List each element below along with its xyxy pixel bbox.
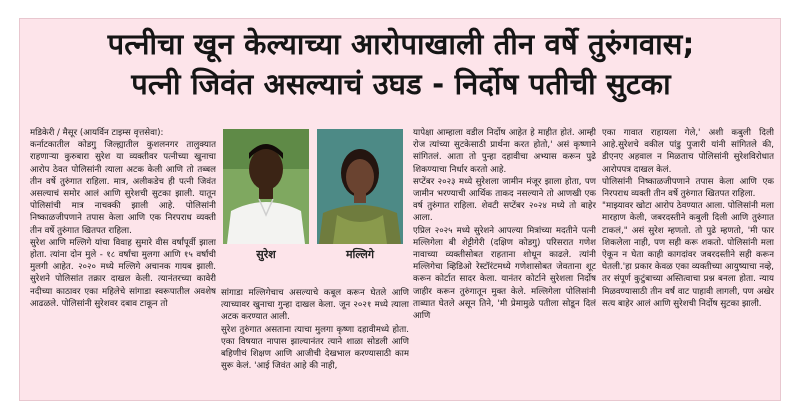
newspaper-clipping <box>19 18 781 401</box>
article-column-3: यापेक्षा आम्हाला वडील निर्दोष आहेत हे माहीत होतं. आम्ही रोज त्यांच्या सुटकेसाठी प्रार्थना करत होतो,' असं कृष्णाने सांगितलं. आता तो पुन्हा दहावीचा अभ्यास करून पुढे शिकण्याचा निर्धार करतो आहे. सप्टेंबर २०२३ मध्ये सुरेशला जामीन मंजूर झाला होता, पण जामीन भरण्याची आर्थिक ताकद नसल्याने तो आणखी एक वर्ष तुरुंगात राहिला. शेवटी सप्टेंबर २०२४ मध्ये तो बाहेर आला. एप्रिल २०२५ मध्ये सुरेशने आपल्या मित्रांच्या मदतीने पत्नी मल्लिगेला बी शेट्टीगेरी (दक्षिण कोडगु) परिसरात गणेश नावाच्या व्यक्तीसोबत राहताना शोधून काढले. त्यांनी मल्लिगेचा व्हिडिओ रेस्टॉरंटमध्ये गणेशासोबत जेवताना शूट करून कोर्टात सादर केला. यानंतर कोर्टाने सुरेशला निर्दोष जाहीर करून तुरुंगातून मुक्त केले. मल्लिगेला पोलिसांनी ताब्यात घेतले असून तिने, 'मी प्रेमामुळे पतीला सोडून दिलं आणि <box>413 128 596 322</box>
article-column-1: मडिकेरी / मैसूर (आयर्विन टाइम्स वृत्तसेवा): कर्नाटकातील कोडगु जिल्ह्यातील कुशलनगर तालुक्यात राहणाऱ्या कुरुबारा सुरेश या व्यक्तीवर पत्नीच्या खुनाचा आरोप ठेवत पोलिसांनी त्याला अटक केली आणि तो तब्बल तीन वर्षे तुरुंगात राहिला. मात्र, अलीकडेच ही पत्नी जिवंत असल्याचं समोर आलं आणि सुरेशची सुटका झाली. यातून पोलिसांची मात्र नाचक्की झाली आहे. पोलिसांनी निष्काळजीपणाने तपास केला आणि एक निरपराध व्यक्ती तीन वर्षे तुरुंगात खितपत राहिला. सुरेश आणि मल्लिगे यांचा विवाह सुमारे वीस वर्षांपूर्वी झाला होता. त्यांना दोन मुले - १८ वर्षांचा मुलगा आणि १५ वर्षांची मुलगी आहेत. २०२० मध्ये मल्लिगे अचानक गायब झाली. सुरेशने पोलिसांत तक्रार दाखल केली. त्यानंतरच्या कावेरी नदीच्या काठावर एका महिलेचे सांगाडा स्वरूपातील अवशेष आढळले. पोलिसांनी सुरेशवर दबाव टाकून तो <box>30 128 216 309</box>
article-column-2: सांगाडा मल्लिगेचाच असल्याचे कबूल करून घेतले आणि त्याच्यावर खुनाचा गुन्हा दाखल केला. जून २०२१ मध्ये त्याला अटक करण्यात आली. सुरेश तुरुंगात असताना त्याचा मुलगा कृष्णा दहावीमध्ये होता. एका विषयात नापास झाल्यानंतर त्याने शाळा सोडली आणि बहिणीचं शिक्षण आणि आजीची देखभाल करण्यासाठी काम सुरू केलं. 'आई जिवंत आहे की नाही, <box>221 288 409 372</box>
photo-caption-suresh: सुरेश <box>256 248 276 261</box>
photo-suresh <box>223 129 309 244</box>
headline-line-2: पत्नी जिवंत असल्याचं उघड - निर्दोष पतीची सुटका <box>131 67 671 101</box>
article-column-4: एका गावात राहायला गेले,' अशी कबुली दिली आहे.सुरेशचे वकील पांडु पुजारी यांनी सांगितले की, डीएनए अहवाल न मिळताच पोलिसांनी सुरेशविरोधात आरोपपत्र दाखल केलं. पोलिसांनी निष्काळजीपणाने तपास केला आणि एक निरपराध व्यक्ती तीन वर्षे तुरुंगात खितपत राहिला. "माझ्यावर खोटा आरोप ठेवण्यात आला. पोलिसांनी मला मारहाण केली, जबरदस्तीने कबुली दिली आणि तुरुंगात टाकलं," असं सुरेश म्हणतो. तो पुढे म्हणतो, 'मी फार शिकलेला नाही, पण सही करू शकतो. पोलिसांनी मला ऐकून न घेता काही कागदांवर जबरदस्तीने सही करून घेतली.'हा प्रकार केवळ एका व्यक्तीच्या आयुष्याचा नव्हे, तर संपूर्ण कुटुंबाच्या अस्तित्वाचा प्रश्न बनला होता. न्याय मिळवण्यासाठी तीन वर्षं वाट पाहावी लागली, पण अखेर सत्य बाहेर आलं आणि सुरेशची निर्दोष सुटका झाली. <box>602 128 774 309</box>
photo-caption-mallige: मल्लिगे <box>345 248 375 261</box>
photo-mallige <box>317 129 403 244</box>
headline-line-1: पत्नीचा खून केल्याच्या आरोपाखाली तीन वर्षे तुरुंगवास; <box>107 27 695 61</box>
